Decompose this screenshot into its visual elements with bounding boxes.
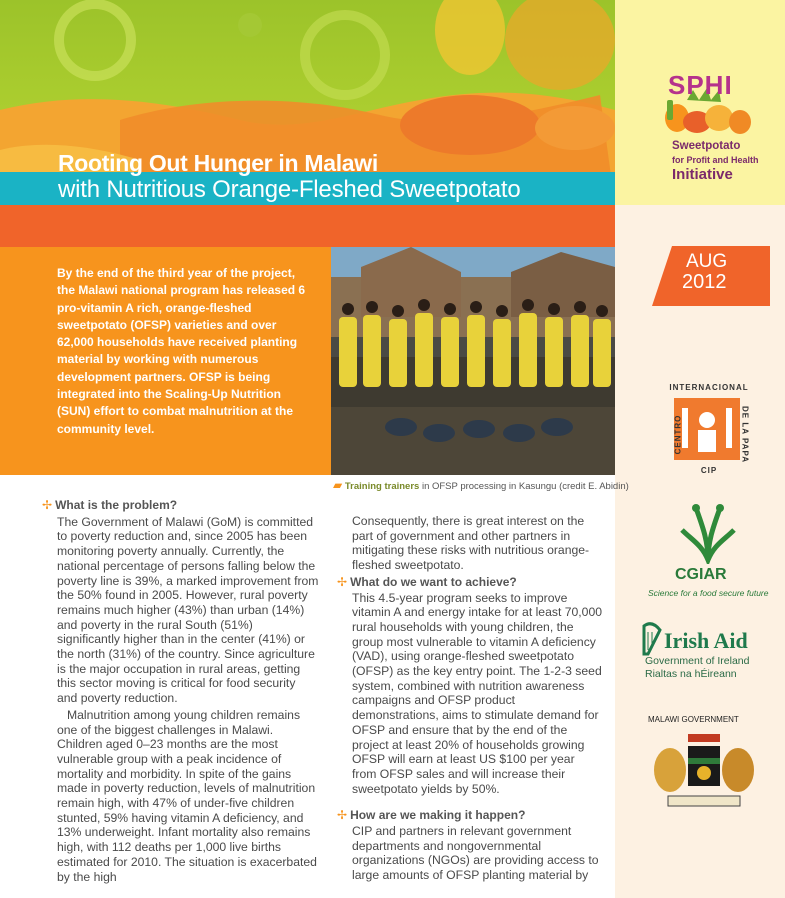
page-title: Rooting Out Hunger in Malawi [58, 150, 378, 176]
sparkle-icon: ✢ [337, 808, 348, 823]
photo-illustration [331, 247, 615, 475]
intro-summary: By the end of the third year of the project, the Malawi national program has released 6 pro-vitamin A rich, orange-fleshed sweetpotato (OFSP) varieties and over 62,000 households have received planting material by working with numerous development partners. OFSP is being integrated into the Scaling-Up Nutrition (SUN) effort to combat malnutrition at the community level. [57, 266, 306, 436]
paragraph-consequently: Consequently, there is great interest on the part of government and other partners in mitigating these risks with nutritious orange-fleshed sweetpotato. [352, 514, 590, 573]
caption-rest: in OFSP processing in Kasungu (credit E. Abidin) [419, 481, 629, 492]
column-right [337, 514, 603, 883]
paragraph-how: CIP and partners in relevant government departments and nongovernmental organizations (NGOs) are providing access to large amounts of OFSP planting material by [352, 824, 599, 883]
page-subtitle: with Nutritious Orange-Fleshed Sweetpotato [58, 176, 521, 203]
cgiar-logo-text: CGIAR [675, 566, 727, 583]
caption-bold: Training trainers [344, 481, 420, 492]
column-left [42, 498, 319, 884]
malawi-coat-of-arms-icon [648, 728, 760, 813]
sphi-line1: Sweetpotato [672, 140, 741, 152]
date-year: 2012 [682, 271, 727, 293]
training-photo [331, 247, 615, 475]
irish-aid-line1: Government of Ireland [645, 655, 750, 667]
sparkle-icon: ✢ [337, 574, 348, 589]
cip-text-bottom: CIP [700, 466, 718, 475]
cgiar-wheat-icon [672, 500, 744, 564]
sphi-logo-text: SPHI [668, 70, 733, 100]
sphi-line2: for Profit and Health [672, 155, 759, 165]
section-heading-how: ✢ How are we making it happen? [337, 808, 526, 823]
cip-text-right: DE LA PAPA [740, 406, 750, 463]
date-month: AUG [686, 251, 728, 272]
photo-caption [333, 478, 629, 492]
paragraph-problem-1: The Government of Malawi (GoM) is committed to poverty reduction and, since 2005 has been monitoring poverty annually. Currently, the national percentage of persons falling below the poverty line is 39%, a marked improvement from the 50% found in 2005. However, rural poverty remains much higher (43%) than urban (14%) and poverty in the rural South (51%) significantly higher than in the center (41%) or the north (31%) of the country. Since agriculture is the major occupation in rural areas, getting this sector moving is critical for food security and poverty reduction. [57, 514, 319, 706]
paragraph-problem-2: Malnutrition among young children remains one of the biggest challenges in Malawi. Children aged 0–23 months are the most vulnerable group with a peak incidence of mortality and morbidity. In spite of the gains made in poverty reduction, levels of malnutrition remain high, with 47% of under-five children stunted, 59% having vitamin A deficiency, and 13% underweight. Infant mortality also remains high, with 112 deaths per 1,000 live births estimated for 2010. The situation is exacerbated by the high [57, 707, 317, 884]
section-heading-problem: ✢ What is the problem? [42, 498, 178, 512]
irish-aid-line2: Rialtas na hÉireann [645, 668, 737, 680]
section-heading-achieve: ✢ What do we want to achieve? [337, 574, 517, 589]
cgiar-tagline: Science for a food secure future [648, 588, 769, 598]
irish-aid-title: Irish Aid [664, 628, 748, 653]
cip-text-top: INTERNACIONAL [669, 383, 749, 392]
paragraph-achieve: This 4.5-year program seeks to improve vitamin A and energy intake for at least 70,000 rural households with young children, the group most vulnerable to vitamin A deficiency (VAD), using orange-fleshed sweetpotato (OFSP) as the key entry point. The 1-2-3 seed system, combined with nutrition awareness campaigns and OFSP product demonstrations, aims to stimulate demand for OFSP and ensure that by the end of the project at least 20% of households growing OFSP will earn at least US $100 per year from OFSP sales and will increase their sweetpotato yields by 50%. [352, 590, 603, 796]
sphi-line3: Initiative [672, 166, 733, 183]
malawi-government-label: MALAWI GOVERNMENT [648, 715, 739, 724]
harp-icon [640, 620, 662, 656]
cip-text-left: CENTRO [673, 414, 683, 455]
caption-bullet-icon: ▰ [333, 478, 343, 492]
sparkle-icon: ✢ [42, 498, 53, 512]
